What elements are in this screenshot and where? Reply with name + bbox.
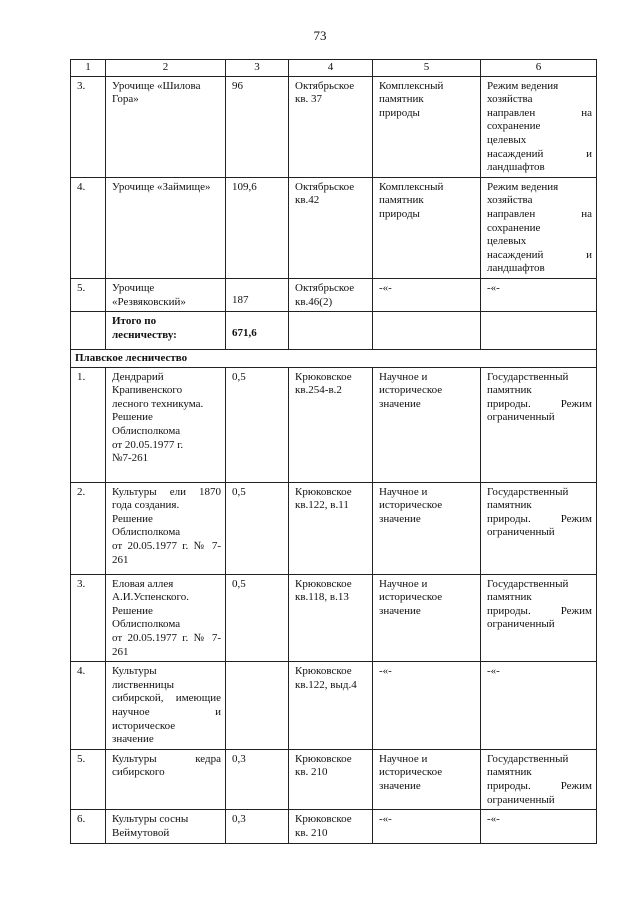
table-row: [71, 278, 597, 311]
cell-line: Комплексный: [379, 180, 444, 193]
forest-location: [289, 76, 373, 177]
cell-line: Урочище: [112, 281, 155, 294]
cell-line: кв.122, выд.4: [295, 678, 357, 691]
cell-line: А.И.Успенского.: [112, 591, 190, 604]
cell-line: Урочище «Шилова: [112, 79, 201, 92]
protection-regime: [481, 367, 597, 482]
protection-regime: [481, 749, 597, 809]
cell-line: кв.122, в.11: [295, 499, 349, 512]
cell-line: целевых: [487, 235, 527, 248]
cell-line: Решение: [112, 411, 153, 424]
monument-name: [106, 177, 226, 278]
row-number: 2.: [71, 482, 106, 574]
cell-line: Культуры сосны: [112, 813, 189, 826]
cell-line: -«-: [487, 813, 500, 826]
cell-line: природы: [379, 207, 420, 220]
cell-line: Культуры кедра: [112, 752, 221, 765]
cell-line: целевых: [487, 133, 527, 146]
cell-line: Государственный: [487, 577, 569, 590]
forest-location: [289, 574, 373, 662]
cell-line: ограниченный: [487, 618, 555, 631]
area-ha: 0,5: [226, 574, 289, 662]
cell-line: сибирского: [112, 766, 165, 779]
cell-line: сибирской, имеющие: [112, 692, 221, 705]
cell-line: -«-: [379, 281, 392, 294]
monument-category: [373, 810, 481, 844]
table-row: [71, 749, 597, 809]
cell-line: Крюковское: [295, 665, 352, 678]
cell-line: направлен на: [487, 106, 592, 119]
monument-name: [106, 662, 226, 750]
total-area: 671,6: [226, 312, 289, 350]
cell-line: Итого по: [112, 315, 157, 328]
cell-line: Крюковское: [295, 752, 352, 765]
monument-name: [106, 810, 226, 844]
section-heading-row: [71, 350, 597, 368]
column-number: 2: [106, 60, 226, 77]
cell-line: Научное и: [379, 370, 428, 383]
cell-line: лесного техникума.: [112, 397, 204, 410]
natural-monuments-table: [70, 59, 597, 844]
cell-line: Государственный: [487, 752, 569, 765]
table-row: [71, 662, 597, 750]
forest-location: [289, 482, 373, 574]
protection-regime: [481, 810, 597, 844]
cell-line: лиственницы: [112, 678, 175, 691]
cell-line: насаждений и: [487, 248, 592, 261]
cell-line: сохранение: [487, 221, 541, 234]
protection-regime: [481, 662, 597, 750]
cell-line: природы. Режим: [487, 512, 592, 525]
cell-line: Октябрьское: [295, 281, 355, 294]
total-empty-cell: [373, 312, 481, 350]
protection-regime: [481, 574, 597, 662]
protection-regime: [481, 482, 597, 574]
column-number: 4: [289, 60, 373, 77]
cell-line: кв.42: [295, 194, 320, 207]
row-number: 5.: [71, 278, 106, 311]
area-ha: 96: [226, 76, 289, 177]
total-empty-cell: [481, 312, 597, 350]
forest-location: [289, 177, 373, 278]
table-row: [71, 367, 597, 482]
cell-line: Государственный: [487, 370, 569, 383]
cell-line: -«-: [379, 813, 392, 826]
cell-line: памятник: [379, 194, 424, 207]
forest-location: [289, 367, 373, 482]
cell-line: историческое: [379, 384, 443, 397]
area-ha: 0,5: [226, 367, 289, 482]
cell-line: историческое: [379, 499, 443, 512]
cell-line: Решение: [112, 512, 153, 525]
cell-line: Дендрарий: [112, 370, 164, 383]
column-number-row: [71, 60, 597, 77]
cell-line: направлен на: [487, 207, 592, 220]
table-body: [71, 60, 597, 844]
table-row: [71, 574, 597, 662]
cell-line: сохранение: [487, 120, 541, 133]
cell-line: Комплексный: [379, 79, 444, 92]
cell-line: «Резвяковский»: [112, 295, 186, 308]
cell-line: значение: [379, 780, 421, 792]
area-ha: 187: [226, 278, 289, 311]
total-row: [71, 312, 597, 350]
cell-line: ландшафтов: [487, 262, 545, 275]
cell-line: Гора»: [112, 93, 139, 106]
cell-line: значение: [379, 397, 421, 410]
cell-line: памятник: [487, 384, 532, 397]
cell-line: памятник: [487, 766, 532, 779]
cell-line: 261: [112, 553, 129, 566]
row-number: 1.: [71, 367, 106, 482]
cell-line: природы. Режим: [487, 397, 592, 410]
monument-category: [373, 76, 481, 177]
cell-line: Крюковское: [295, 370, 352, 383]
cell-line: природы. Режим: [487, 604, 592, 617]
cell-line: Облисполкома: [112, 526, 181, 539]
cell-line: Режим ведения: [487, 180, 559, 193]
monument-category: [373, 662, 481, 750]
protection-regime: [481, 278, 597, 311]
cell-line: Облисполкома: [112, 618, 181, 631]
cell-line: памятник: [487, 591, 532, 604]
cell-line: -«-: [487, 665, 500, 678]
cell-line: хозяйства: [487, 194, 533, 207]
cell-line: №7-261: [112, 452, 149, 465]
cell-line: кв. 210: [295, 766, 328, 779]
cell-line: от 20.05.1977 г. № 7-: [112, 632, 221, 645]
page-number: 73: [313, 28, 327, 43]
cell-line: памятник: [487, 499, 532, 512]
cell-line: Крапивенского: [112, 384, 183, 397]
cell-line: памятник: [379, 93, 424, 106]
cell-line: Крюковское: [295, 485, 352, 498]
cell-line: ограниченный: [487, 411, 555, 424]
monument-category: [373, 574, 481, 662]
cell-line: насаждений и: [487, 147, 592, 160]
total-label: [106, 312, 226, 350]
area-ha: 0,5: [226, 482, 289, 574]
cell-line: хозяйства: [487, 93, 533, 106]
cell-line: значение: [379, 512, 421, 525]
cell-line: природы. Режим: [487, 780, 592, 792]
monument-category: [373, 177, 481, 278]
cell-line: года создания.: [112, 499, 180, 512]
monument-category: [373, 482, 481, 574]
table-row: [71, 76, 597, 177]
total-empty-cell: [289, 312, 373, 350]
table-row: [71, 810, 597, 844]
cell-line: историческое: [112, 719, 176, 732]
area-ha: 0,3: [226, 749, 289, 809]
cell-line: Крюковское: [295, 577, 352, 590]
cell-line: Октябрьское: [295, 180, 355, 193]
column-number: 1: [71, 60, 106, 77]
cell-line: кв.254-в.2: [295, 384, 342, 397]
cell-line: Культуры: [112, 665, 157, 678]
cell-line: Решение: [112, 604, 153, 617]
cell-line: научное и: [112, 706, 221, 719]
monument-name: [106, 278, 226, 311]
area-ha: [226, 662, 289, 750]
cell-line: Государственный: [487, 485, 569, 498]
cell-line: кв. 37: [295, 93, 323, 106]
cell-line: кв. 210: [295, 826, 328, 839]
cell-line: историческое: [379, 766, 443, 779]
total-empty-cell: [71, 312, 106, 350]
forest-location: [289, 810, 373, 844]
cell-line: ограниченный: [487, 526, 555, 539]
area-ha: 0,3: [226, 810, 289, 844]
area-ha: 109,6: [226, 177, 289, 278]
cell-line: значение: [112, 733, 154, 746]
row-number: 5.: [71, 749, 106, 809]
cell-line: Веймутовой: [112, 826, 170, 839]
cell-line: Научное и: [379, 577, 428, 590]
forest-location: [289, 278, 373, 311]
column-number: 5: [373, 60, 481, 77]
protection-regime: [481, 177, 597, 278]
cell-line: от 20.05.1977 г. № 7-: [112, 540, 221, 553]
monument-name: [106, 749, 226, 809]
table-row: [71, 482, 597, 574]
cell-line: Крюковское: [295, 813, 352, 826]
row-number: 3.: [71, 76, 106, 177]
cell-line: Урочище «Займище»: [112, 180, 211, 193]
cell-line: -«-: [487, 281, 500, 294]
forest-location: [289, 749, 373, 809]
cell-line: природы: [379, 106, 420, 119]
monument-category: [373, 367, 481, 482]
monument-category: [373, 749, 481, 809]
table-row: [71, 177, 597, 278]
section-title: Плавское лесничество: [71, 350, 597, 368]
cell-line: Научное и: [379, 752, 428, 765]
row-number: 6.: [71, 810, 106, 844]
cell-line: 261: [112, 645, 129, 658]
monument-name: [106, 367, 226, 482]
monument-name: [106, 482, 226, 574]
cell-line: историческое: [379, 591, 443, 604]
cell-line: кв.46(2): [295, 295, 333, 308]
cell-line: лесничеству:: [112, 328, 177, 341]
row-number: 4.: [71, 662, 106, 750]
monument-name: [106, 76, 226, 177]
cell-line: Культуры ели 1870: [112, 485, 221, 498]
cell-line: от 20.05.1977 г.: [112, 438, 184, 451]
cell-line: Еловая аллея: [112, 577, 174, 590]
cell-line: ограниченный: [487, 793, 555, 806]
cell-line: Режим ведения: [487, 79, 559, 92]
cell-line: Научное и: [379, 485, 428, 498]
column-number: 6: [481, 60, 597, 77]
cell-line: Облисполкома: [112, 425, 181, 438]
row-number: 3.: [71, 574, 106, 662]
cell-line: -«-: [379, 665, 392, 678]
row-number: 4.: [71, 177, 106, 278]
cell-line: кв.118, в.13: [295, 591, 349, 604]
cell-line: значение: [379, 604, 421, 617]
protection-regime: [481, 76, 597, 177]
monument-name: [106, 574, 226, 662]
cell-line: Октябрьское: [295, 79, 355, 92]
forest-location: [289, 662, 373, 750]
column-number: 3: [226, 60, 289, 77]
cell-line: ландшафтов: [487, 161, 545, 174]
monument-category: [373, 278, 481, 311]
